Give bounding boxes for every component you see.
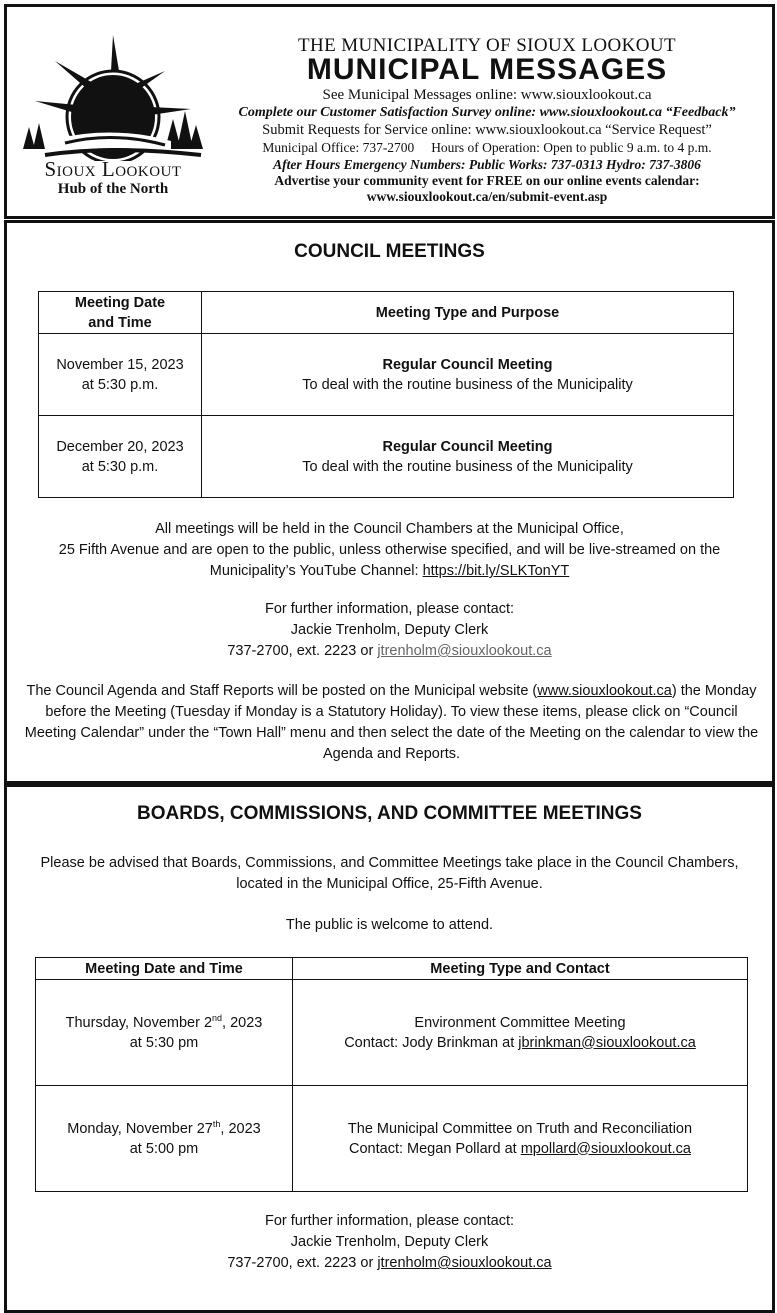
date-ordinal: th — [212, 1118, 221, 1129]
contact-name: Jackie Trenholm, Deputy Clerk — [290, 622, 489, 638]
contact-intro: For further information, please contact: — [264, 1213, 515, 1229]
table-row — [39, 416, 734, 498]
agenda-text-b: ) the Monday before the Meeting (Tuesday if Monday is a Statutory Holiday). To view these items, please click on “Council Meeting Calendar” under the “Town Hall” menu and then select the date of the Meeting on the calendar to view the Agenda and Reports. — [24, 683, 759, 762]
council-meetings-table — [38, 291, 734, 498]
agenda-text-a: The Council Agenda and Staff Reports will be posted on the Municipal website ( — [26, 683, 538, 699]
municipality-name: THE MUNICIPALITY OF SIOUX LOOKOUT — [297, 35, 677, 56]
location-line1: All meetings will be held in the Council Chambers at the Municipal Office, — [155, 521, 624, 537]
meeting-date-cell — [39, 334, 202, 416]
col-type-header: Meeting Type and Purpose — [202, 292, 734, 334]
meeting-time: at 5:00 pm — [129, 1140, 199, 1157]
meeting-contact: Contact: Jody Brinkman at — [344, 1034, 519, 1051]
location-line3: Municipality’s YouTube Channel: — [209, 563, 423, 579]
meeting-type: Environment Committee Meeting — [414, 1014, 626, 1031]
advertise-line: Advertise your community event for FREE on our online events calendar: — [274, 173, 700, 188]
emergency-numbers-line: After Hours Emergency Numbers: Public Works: 737-0313 Hydro: 737-3806 — [273, 157, 701, 172]
survey-line: Complete our Customer Satisfaction Survey online: www.siouxlookout.ca “Feedback” — [238, 105, 736, 120]
agenda-paragraph — [21, 681, 762, 765]
col-date-header-line2: and Time — [88, 314, 152, 331]
sun-landscape-icon — [15, 31, 211, 161]
meeting-date: December 20, 2023 — [56, 438, 184, 455]
boards-committees-section — [4, 784, 775, 1313]
office-phone: Municipal Office: 737-2700 — [262, 140, 415, 155]
location-line2: 25 Fifth Avenue and are open to the public, unless otherwise specified, and will be live-streamed on the — [58, 542, 721, 558]
meeting-type-cell — [202, 334, 734, 416]
contact-email-link[interactable]: jtrenholm@siouxlookout.ca — [377, 643, 552, 659]
meeting-date: Monday, November 27 — [67, 1120, 213, 1137]
contact-phone: 737-2700, ext. 2223 or — [227, 1255, 378, 1271]
boards-location-paragraph: Please be advised that Boards, Commissions, and Committee Meetings take place in the Council Chambers, located in the Municipal Office, 25-Fifth Avenue. — [40, 855, 739, 892]
logo-subtitle: Hub of the North — [57, 181, 169, 197]
col-date-header-line1: Meeting Date — [74, 294, 166, 311]
contact-phone: 737-2700, ext. 2223 or — [227, 643, 378, 659]
meeting-contact: Contact: Megan Pollard at — [349, 1140, 521, 1157]
table-row — [36, 1086, 748, 1192]
logo-title: Sioux Lookout — [44, 157, 182, 181]
youtube-link[interactable]: https://bit.ly/SLKTonYT — [422, 563, 570, 579]
boards-section-title: BOARDS, COMMISSIONS, AND COMMITTEE MEETINGS — [137, 803, 642, 824]
meeting-type: Regular Council Meeting — [382, 356, 553, 373]
header-box — [4, 4, 775, 219]
contact-intro: For further information, please contact: — [264, 601, 515, 617]
meeting-type: Regular Council Meeting — [382, 438, 553, 455]
public-welcome-text: The public is welcome to attend. — [285, 917, 494, 933]
col-date-header: Meeting Date and Time — [36, 958, 293, 980]
meeting-date: Thursday, November 2 — [65, 1014, 213, 1031]
col-date-header — [39, 292, 202, 334]
meeting-year: , 2023 — [222, 1014, 263, 1031]
meeting-type-cell — [293, 980, 748, 1086]
meeting-year: , 2023 — [220, 1120, 261, 1137]
boards-contact-paragraph — [17, 1211, 762, 1274]
committee-meetings-table — [35, 957, 748, 1192]
meeting-date-cell — [36, 1086, 293, 1192]
meeting-time: at 5:30 p.m. — [81, 458, 159, 475]
meeting-date-cell — [36, 980, 293, 1086]
sioux-lookout-logo — [15, 31, 211, 201]
meeting-date-cell — [39, 416, 202, 498]
contact-paragraph — [17, 599, 762, 662]
meeting-date: November 15, 2023 — [56, 356, 184, 373]
meeting-time: at 5:30 p.m. — [81, 376, 159, 393]
meeting-purpose: To deal with the routine business of the Municipality — [302, 376, 633, 393]
meeting-type-cell — [293, 1086, 748, 1192]
contact-name: Jackie Trenholm, Deputy Clerk — [290, 1234, 489, 1250]
meeting-type-cell — [202, 416, 734, 498]
contact-email-link[interactable]: mpollard@siouxlookout.ca — [520, 1140, 691, 1157]
table-row — [39, 334, 734, 416]
meeting-type: The Municipal Committee on Truth and Reconciliation — [347, 1120, 693, 1137]
contact-email-link[interactable]: jtrenholm@siouxlookout.ca — [377, 1255, 552, 1271]
table-header-row — [36, 958, 748, 980]
website-link[interactable]: www.siouxlookout.ca — [537, 683, 672, 699]
service-request-line: Submit Requests for Service online: www.siouxlookout.ca “Service Request” — [262, 122, 712, 138]
page-title: MUNICIPAL MESSAGES — [306, 53, 668, 86]
date-ordinal: nd — [212, 1012, 223, 1023]
online-messages-line: See Municipal Messages online: www.siouxlookout.ca — [322, 87, 652, 103]
table-row — [36, 980, 748, 1086]
col-type-header: Meeting Type and Contact — [293, 958, 748, 980]
location-paragraph — [17, 519, 762, 582]
council-section-title: COUNCIL MEETINGS — [294, 241, 485, 262]
submit-event-link[interactable]: www.siouxlookout.ca/en/submit-event.asp — [366, 189, 608, 204]
office-hours-line — [207, 140, 767, 156]
contact-email-link[interactable]: jbrinkman@siouxlookout.ca — [518, 1034, 696, 1051]
meeting-time: at 5:30 pm — [129, 1034, 199, 1051]
council-meetings-section — [4, 220, 775, 784]
hours-of-operation: Hours of Operation: Open to public 9 a.m. to 4 p.m. — [431, 140, 712, 155]
meeting-purpose: To deal with the routine business of the Municipality — [302, 458, 633, 475]
table-header-row — [39, 292, 734, 334]
